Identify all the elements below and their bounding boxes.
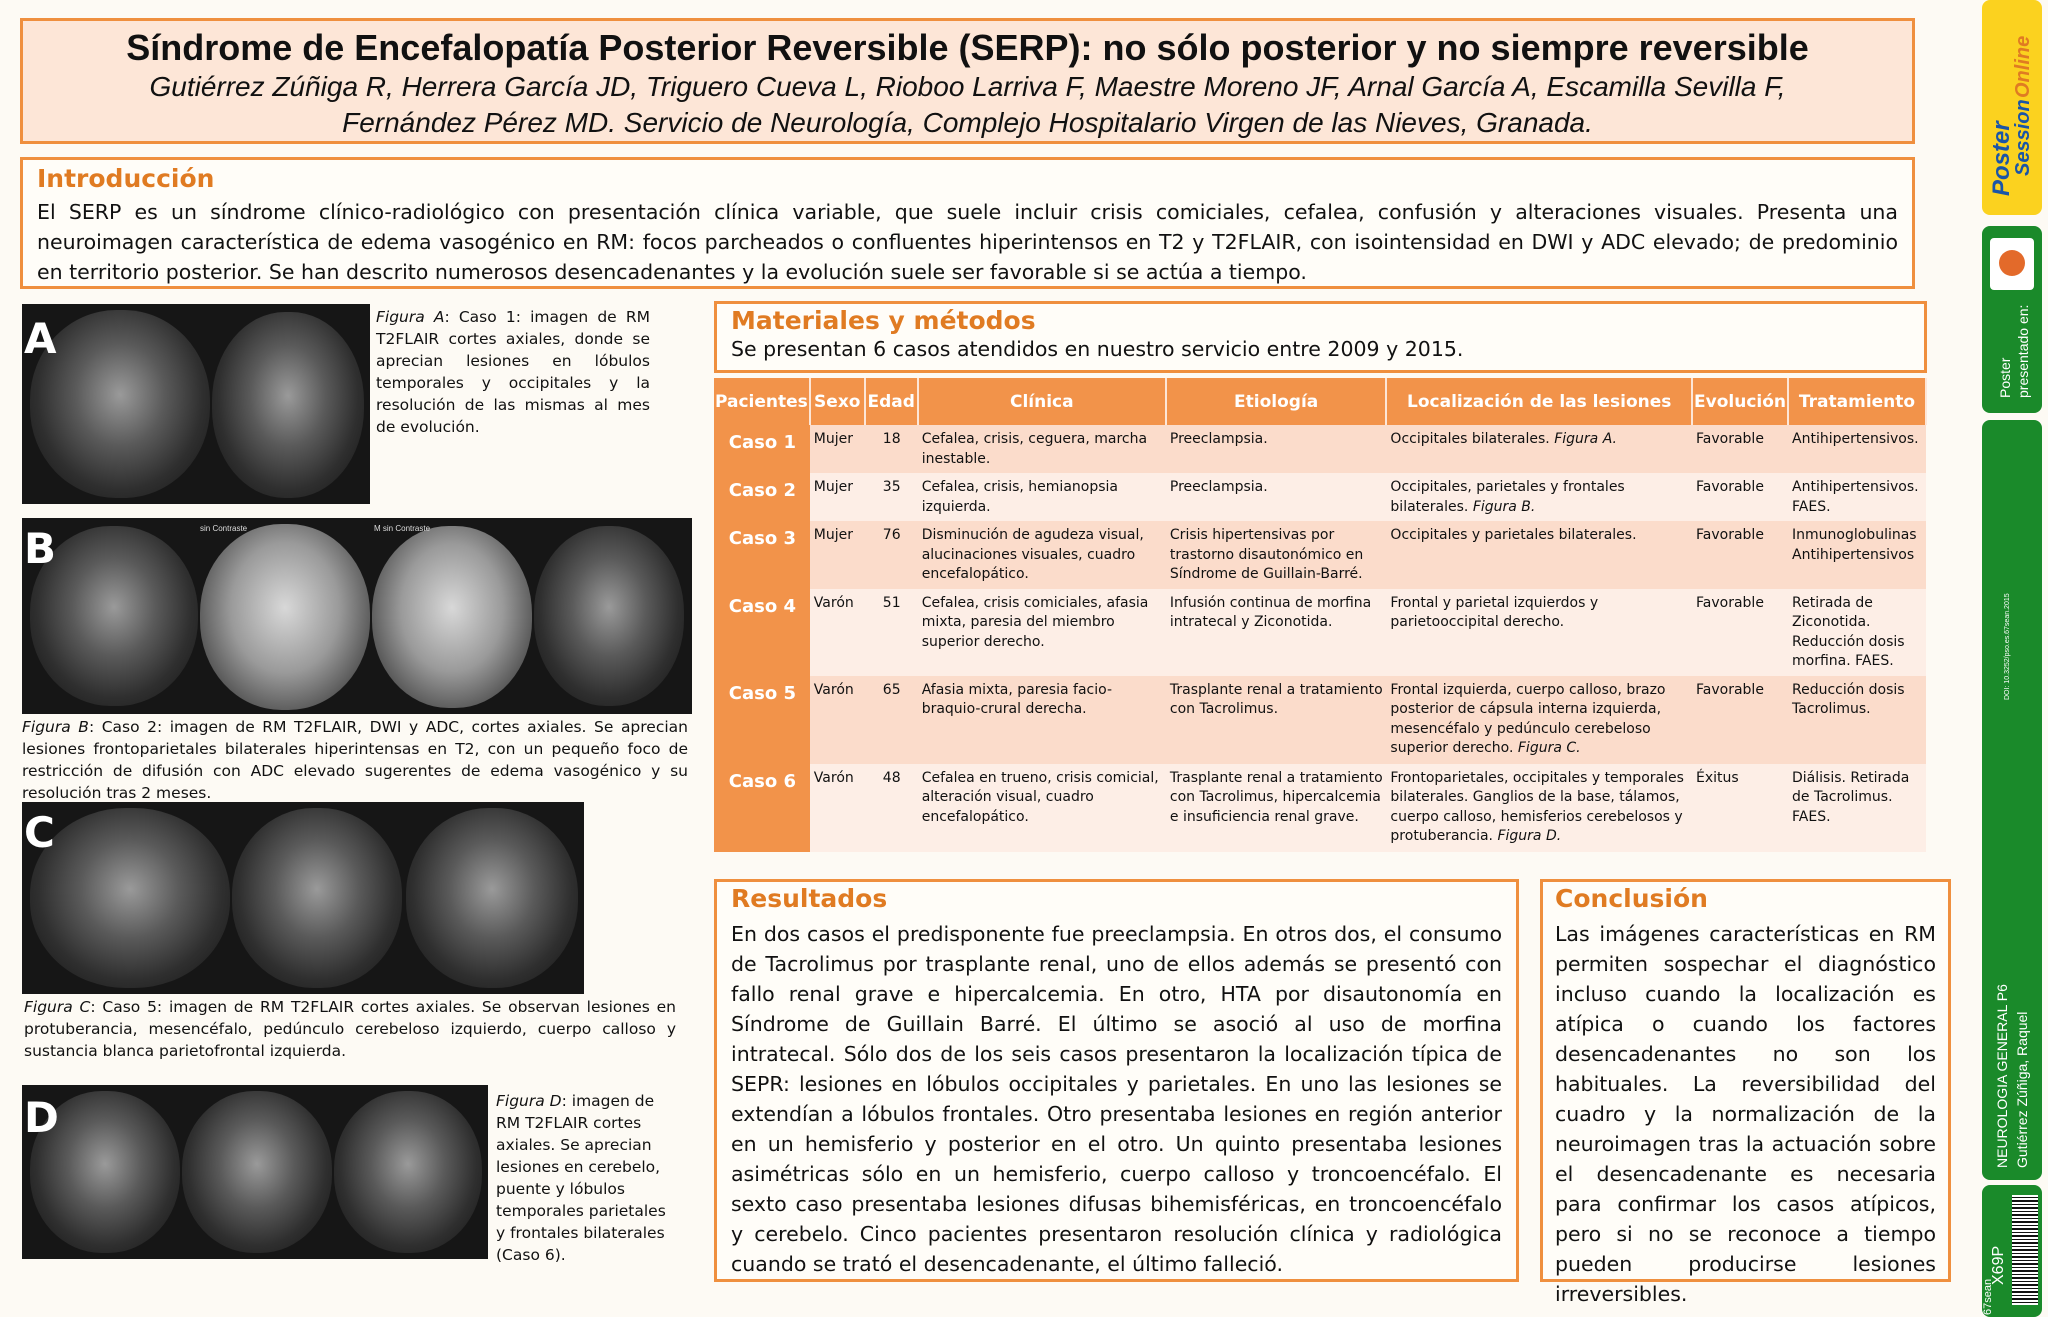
case-label: Caso 4 xyxy=(714,589,810,676)
table-row xyxy=(714,473,1926,521)
cases-table xyxy=(714,378,1927,852)
cell-localizacion: Frontal izquierda, cuerpo calloso, brazo posterior de cápsula interna izquierda, mesencéfalo y pedúnculo cerebeloso superior derecho. Figura C. xyxy=(1386,676,1692,764)
case-label: Caso 5 xyxy=(714,676,810,764)
table-row xyxy=(714,521,1926,589)
table-header: Evolución xyxy=(1692,378,1788,425)
figure-ref: Figura A. xyxy=(1554,431,1617,447)
figure-a-letter: A xyxy=(24,314,57,363)
materials-text: Se presentan 6 casos atendidos en nuestro servicio entre 2009 y 2015. xyxy=(731,337,1464,361)
cell-evolucion: Favorable xyxy=(1692,521,1788,589)
conclusion-title: Conclusión xyxy=(1555,884,1708,913)
cell-edad: 51 xyxy=(865,589,918,676)
figure-a-caption: Figura A: Caso 1: imagen de RM T2FLAIR cortes axiales, donde se aprecian lesiones en lóbulos temporales y occipitales y la resolución de las mismas al mes de evolución. xyxy=(376,308,650,436)
cell-tratamiento: Retirada de Ziconotida. Reducción dosis morfina. FAES. xyxy=(1788,589,1926,676)
table-header: Edad xyxy=(865,378,918,425)
congress-logo-icon xyxy=(1990,238,2034,290)
cell-evolucion: Favorable xyxy=(1692,425,1788,473)
results-title: Resultados xyxy=(731,884,888,913)
poster-code-panel xyxy=(1982,1185,2042,1317)
cell-clinica: Afasia mixta, paresia facio-braquio-crural derecha. xyxy=(918,676,1166,764)
figure-d-image xyxy=(22,1085,488,1259)
conclusion-section xyxy=(1540,879,1951,1306)
table-header: Pacientes xyxy=(714,378,810,425)
poster-session-logo xyxy=(1982,0,2042,215)
table-header: Localización de las lesiones xyxy=(1386,378,1692,425)
doi-text: DOI: 10.3252/pso.es.67sean.2015 xyxy=(2004,593,2011,700)
cell-tratamiento: Inmunoglobulinas Antihipertensivos xyxy=(1788,521,1926,589)
cell-etiologia: Trasplante renal a tratamiento con Tacrolimus, hipercalcemia e insuficiencia renal grave. xyxy=(1166,764,1387,852)
cell-edad: 65 xyxy=(865,676,918,764)
cell-sexo: Mujer xyxy=(810,425,865,473)
cell-tratamiento: Diálisis. Retirada de Tacrolimus. FAES. xyxy=(1788,764,1926,852)
intro-text: El SERP es un síndrome clínico-radiológico con presentación clínica variable, que suele incluir crisis comiciales, cefalea, confusión y alteraciones visuales. Presenta una neuroimagen característica de edema vasogénico en RM: focos parcheados o confluentes hiperintensos en T2 y T2FLAIR, con isointensidad en DWI y ADC elevado; de predominio en territorio posterior. Se han descrito numerosos desencadenantes y la evolución suele ser favorable si se actúa a tiempo. xyxy=(37,200,1898,284)
poster-authors xyxy=(23,69,1912,141)
cell-edad: 48 xyxy=(865,764,918,852)
figure-c-label: Figura C xyxy=(24,998,91,1016)
authors-line-2: Fernández Pérez MD. Servicio de Neurología, Complejo Hospitalario Virgen de las Nieves, Granada. xyxy=(342,107,1593,138)
cell-evolucion: Éxitus xyxy=(1692,764,1788,852)
brand-line-1: Poster xyxy=(1988,121,2015,196)
cell-sexo: Varón xyxy=(810,764,865,852)
cell-clinica: Cefalea, crisis, hemianopsia izquierda. xyxy=(918,473,1166,521)
figure-ref: Figura C. xyxy=(1517,740,1581,756)
presented-at-label: Poster presentado en: xyxy=(1997,304,2031,398)
case-label: Caso 1 xyxy=(714,425,810,473)
poster-header xyxy=(20,18,1915,144)
cell-sexo: Varón xyxy=(810,589,865,676)
table-row xyxy=(714,676,1926,764)
authors-line-1: Gutiérrez Zúñiga R, Herrera García JD, Triguero Cueva L, Rioboo Larriva F, Maestre Moreno JF, Arnal García A, Escamilla Sevilla F, xyxy=(149,71,1786,102)
intro-title: Introducción xyxy=(37,164,215,193)
figure-a-label: Figura A xyxy=(376,308,445,326)
cell-edad: 18 xyxy=(865,425,918,473)
figure-b-label-2: M sin Contraste xyxy=(374,524,431,533)
table-row xyxy=(714,764,1926,852)
cell-tratamiento: Antihipertensivos. FAES. xyxy=(1788,473,1926,521)
table-header: Sexo xyxy=(810,378,865,425)
table-header: Clínica xyxy=(918,378,1166,425)
cell-tratamiento: Reducción dosis Tacrolimus. xyxy=(1788,676,1926,764)
congress-code: 67sean xyxy=(1982,1278,1994,1315)
figure-b-caption: Figura B: Caso 2: imagen de RM T2FLAIR, DWI y ADC, cortes axiales. Se aprecian lesiones frontoparietales bilaterales hiperintensas en T2, con un pequeño foco de restricción de difusión con ADC elevado sugerentes de edema vasogénico y su resolución tras 2 meses. xyxy=(22,718,688,802)
table-header: Tratamiento xyxy=(1788,378,1926,425)
figure-a-image xyxy=(22,304,370,504)
author-label: Gutiérrez Zúñiga, Raquel xyxy=(2014,1011,2030,1168)
cell-clinica: Cefalea, crisis, ceguera, marcha inestable. xyxy=(918,425,1166,473)
figure-c-caption: Figura C: Caso 5: imagen de RM T2FLAIR cortes axiales. Se observan lesiones en protuberancia, mesencéfalo, pedúnculo cerebeloso izquierdo, cuerpo calloso y sustancia blanca parietofrontal izquierda. xyxy=(24,998,676,1060)
brand-line-2: Session xyxy=(2012,99,2034,176)
figure-b-letter: B xyxy=(24,524,57,573)
congress-panel xyxy=(1982,226,2042,413)
cell-etiologia: Preeclampsia. xyxy=(1166,425,1387,473)
cell-evolucion: Favorable xyxy=(1692,473,1788,521)
cell-edad: 35 xyxy=(865,473,918,521)
cell-localizacion: Occipitales bilaterales. Figura A. xyxy=(1386,425,1692,473)
cell-etiologia: Trasplante renal a tratamiento con Tacrolimus. xyxy=(1166,676,1387,764)
results-section xyxy=(714,879,1519,1282)
brand-line-3: Online xyxy=(2012,35,2034,98)
cell-evolucion: Favorable xyxy=(1692,589,1788,676)
cell-clinica: Disminución de agudeza visual, alucinaciones visuales, cuadro encefalopático. xyxy=(918,521,1166,589)
table-row xyxy=(714,425,1926,473)
cell-sexo: Mujer xyxy=(810,473,865,521)
table-header: Etiología xyxy=(1166,378,1387,425)
materials-title: Materiales y métodos xyxy=(731,306,1036,335)
table-header-row xyxy=(714,378,1926,425)
case-label: Caso 2 xyxy=(714,473,810,521)
figure-d-caption: Figura D: imagen de RM T2FLAIR cortes axiales. Se aprecian lesiones en cerebelo, puente y lóbulos temporales parietales y frontales bilaterales (Caso 6). xyxy=(496,1092,666,1264)
cell-sexo: Mujer xyxy=(810,521,865,589)
figure-ref: Figura B. xyxy=(1472,498,1536,515)
figure-d-letter: D xyxy=(24,1093,59,1142)
case-label: Caso 3 xyxy=(714,521,810,589)
poster-title: Síndrome de Encefalopatía Posterior Reversible (SERP): no sólo posterior y no siempre reversible xyxy=(126,27,1809,68)
barcode-icon xyxy=(2012,1195,2038,1305)
figure-b-label: Figura B xyxy=(22,718,89,736)
intro-section xyxy=(20,157,1915,289)
cell-etiologia: Crisis hipertensivas por trastorno disautonómico en Síndrome de Guillain-Barré. xyxy=(1166,521,1387,589)
figure-b-image xyxy=(22,518,692,714)
figure-d-label: Figura D xyxy=(496,1092,562,1110)
cell-etiologia: Preeclampsia. xyxy=(1166,473,1387,521)
session-label: NEUROLOGIA GENERAL P6 xyxy=(1994,984,2010,1168)
cell-etiologia: Infusión continua de morfina intratecal y Ziconotida. xyxy=(1166,589,1387,676)
figure-ref: Figura D. xyxy=(1497,828,1562,844)
poster-code: X69P xyxy=(1990,1245,2007,1285)
cell-localizacion: Occipitales y parietales bilaterales. xyxy=(1386,521,1692,589)
conclusion-text: Las imágenes características en RM permiten sospechar el diagnóstico incluso cuando la localización es atípica o cuando los factores desencadenantes no son los habituales. La reversibilidad del cuadro y la normalización de la neuroimagen tras la actuación sobre el desencadenante es necesaria para confirmar los casos atípicos, pero si no se reconoce a tiempo pueden producirse lesiones irreversibles. xyxy=(1555,922,1936,1306)
results-text: En dos casos el predisponente fue preeclampsia. En otros dos, el consumo de Tacrolimus por trasplante renal, uno de ellos además se presentó con fallo renal grave e hipercalcemia. En otro, HTA por disautonomía en Síndrome de Guillain Barré. El último se asoció al uso de morfina intratecal. Sólo dos de los seis casos presentaron la localización típica de SEPR: lesiones en lóbulos occipitales y parietales. En uno las lesiones se extendían a lóbulos frontales. Otro presentaba lesiones en región anterior en un hemisferio y posterior en el otro. Un quinto presentaba lesiones asimétricas sólo en un hemisferio, cuerpo calloso y troncoencéfalo. El sexto caso presentaba lesiones difusas bihemisféricas, en troncoencéfalo y cerebelo. Cinco pacientes presentaron resolución clínica y radiológica cuando se trató el desencadenante, el último falleció. xyxy=(731,922,1502,1276)
materials-section xyxy=(714,301,1927,373)
cell-clinica: Cefalea, crisis comiciales, afasia mixta, paresia del miembro superior derecho. xyxy=(918,589,1166,676)
cell-localizacion: Occipitales, parietales y frontales bilaterales. Figura B. xyxy=(1386,473,1692,521)
cell-tratamiento: Antihipertensivos. xyxy=(1788,425,1926,473)
cell-edad: 76 xyxy=(865,521,918,589)
cell-localizacion: Frontal y parietal izquierdos y parietooccipital derecho. xyxy=(1386,589,1692,676)
cell-localizacion: Frontoparietales, occipitales y temporales bilaterales. Ganglios de la base, tálamos, cuerpo calloso, hemisferios cerebelosos y protuberancia. Figura D. xyxy=(1386,764,1692,852)
case-label: Caso 6 xyxy=(714,764,810,852)
cell-clinica: Cefalea en trueno, crisis comicial, alteración visual, cuadro encefalopático. xyxy=(918,764,1166,852)
cell-sexo: Varón xyxy=(810,676,865,764)
table-row xyxy=(714,589,1926,676)
session-info-panel xyxy=(1982,420,2042,1180)
figure-c-image xyxy=(22,802,584,994)
figure-c-letter: C xyxy=(24,808,55,857)
figure-b-label-1: sin Contraste xyxy=(200,524,248,533)
cell-evolucion: Favorable xyxy=(1692,676,1788,764)
